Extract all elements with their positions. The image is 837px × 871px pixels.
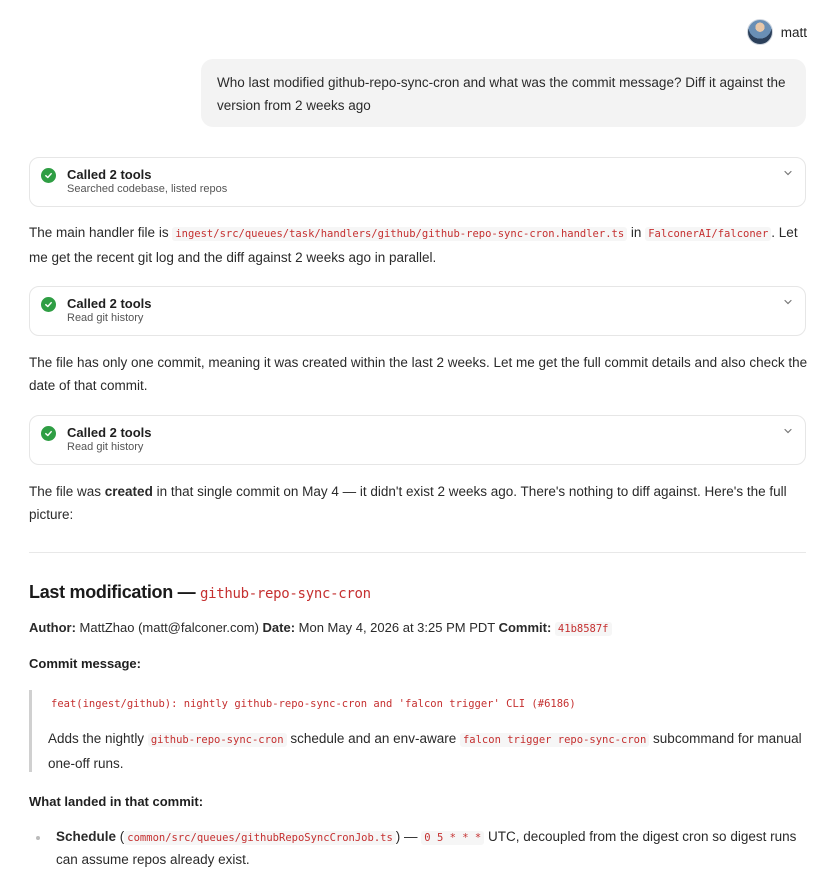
avatar (747, 19, 773, 45)
commit-meta: Author: MattZhao (matt@falconer.com) Date: Mon May 4, 2026 at 3:25 PM PDT Commit: 41b8587f (29, 620, 612, 635)
list-item: Schedule ( common/src/queues/githubRepoSyncCronJob.ts ) — 0 5 * * * UTC, decoupled from the digest cron so digest runs can assume repos already exist. (56, 829, 797, 867)
assistant-text: The file was created in that single commit on May 4 — it didn't exist 2 weeks ago. There's nothing to diff against. Here's the full picture: (29, 484, 787, 522)
landed-label: What landed in that commit: (29, 794, 204, 809)
user-header (747, 19, 807, 45)
tool-call-card[interactable] (29, 286, 806, 336)
assistant-text: The file has only one commit, meaning it was created within the last 2 weeks. Let me get the full commit details and also check the date of that commit. (29, 355, 808, 393)
bullet-marker (36, 836, 40, 840)
tool-call-subtitle: Read git history (67, 441, 144, 453)
check-icon (41, 426, 56, 441)
tool-call-subtitle: Read git history (67, 312, 144, 324)
commit-message-quote (29, 690, 806, 772)
check-icon (41, 168, 56, 183)
heading-code: github-repo-sync-cron (200, 586, 371, 602)
emphasis: created (104, 484, 153, 499)
chevron-down-icon[interactable] (783, 168, 793, 178)
section-heading: Last modification — github-repo-sync-cron (29, 582, 371, 602)
commit-subject: feat(ingest/github): nightly github-repo-sync-cron and 'falcon trigger' CLI (#6186) (51, 698, 576, 710)
tool-call-card[interactable] (29, 415, 806, 465)
assistant-text: The main handler file is ingest/src/queues/task/handlers/github/github-repo-sync-cron.handler.ts in FalconerAI/falconer . Let me get the recent git log and the diff against 2 weeks ago in parallel. (29, 225, 798, 265)
tool-call-title: Called 2 tools (67, 167, 152, 182)
commit-body: Adds the nightly github-repo-sync-cron schedule and an env-aware falcon trigger repo-sync-cron subcommand for manual one-off runs. (48, 731, 802, 771)
commit-hash: 41b8587f (555, 622, 612, 636)
chevron-down-icon[interactable] (783, 297, 793, 307)
tool-call-title: Called 2 tools (67, 425, 152, 440)
user-message-bubble: Who last modified github-repo-sync-cron and what was the commit message? Diff it against the version from 2 weeks ago (201, 59, 806, 127)
divider (29, 552, 806, 553)
tool-call-subtitle: Searched codebase, listed repos (67, 183, 228, 195)
repo-code: FalconerAI/falconer (645, 227, 771, 241)
file-path-code: ingest/src/queues/task/handlers/github/github-repo-sync-cron.handler.ts (172, 227, 627, 241)
tool-call-card[interactable] (29, 157, 806, 207)
chevron-down-icon[interactable] (783, 426, 793, 436)
commit-message-label: Commit message: (29, 656, 141, 671)
tool-call-title: Called 2 tools (67, 296, 152, 311)
user-name: matt (780, 24, 807, 40)
check-icon (41, 297, 56, 312)
